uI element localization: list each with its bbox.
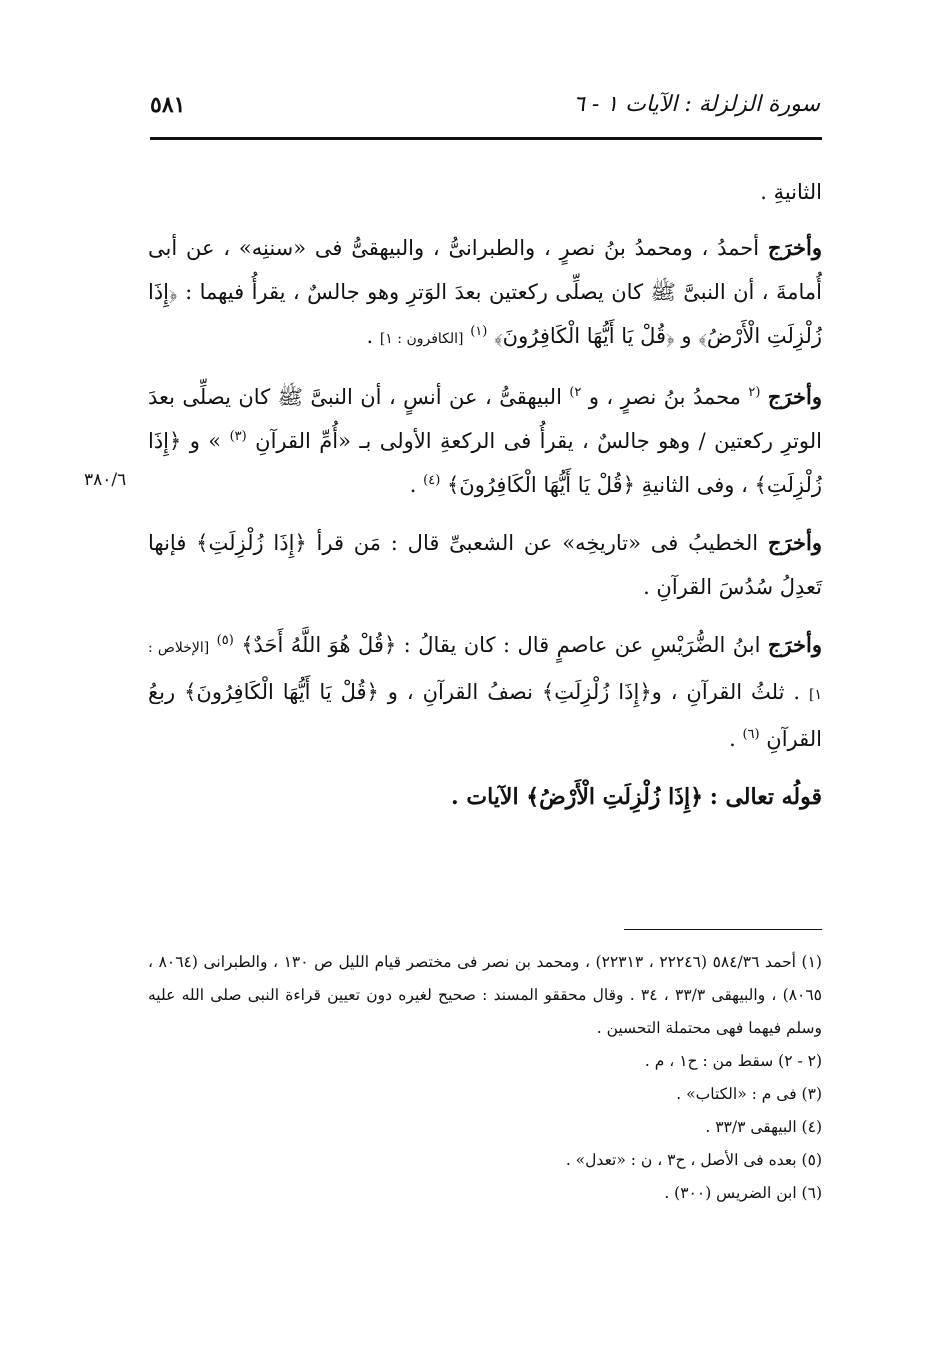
- section-heading: [148, 775, 822, 819]
- footnote-ref-6: (٦): [742, 727, 760, 742]
- paragraph-lead: وأخرَج: [767, 632, 823, 657]
- margin-page-reference: ٣٨٠/٦: [84, 470, 127, 490]
- paragraph-text: محمدُ بنُ نصرٍ ، و: [588, 385, 741, 409]
- footnote-4: (٤) البيهقى ٣٣/٣ .: [705, 1118, 822, 1136]
- footnote-2: (٢ - ٢) سقط من : ح١ ، م .: [644, 1052, 822, 1070]
- footnote-6: (٦) ابن الضريس (٣٠٠) .: [664, 1184, 822, 1202]
- header-rule: [150, 137, 822, 140]
- footnotes: [148, 946, 822, 1210]
- paragraph-text: . ثلثُ القرآنِ ، و﴿إِذَا زُلْزِلَتِ﴾ نصفُ القرآنِ ، و ﴿قُلْ يَا أَيُّهَا الْكَافِرُونَ﴾ ربعُ القرآنِ: [148, 680, 822, 751]
- page-number: ٥٨١: [150, 92, 186, 118]
- footnote-ref-1: (١): [470, 324, 488, 339]
- paragraph-text: .: [729, 727, 736, 751]
- footnote-ref-4: (٤): [423, 473, 441, 488]
- paragraph-2: [148, 375, 822, 507]
- paragraph-lead: وأخرَج: [767, 235, 822, 260]
- footnote-ref-5: (٥): [216, 633, 234, 648]
- paragraph-text: الخطيبُ فى «تاريخِه» عن الشعبىِّ قال : مَن قرأ ﴿إِذَا زُلْزِلَتِ﴾ فإنها تَعدِلُ سُدُسَ القرآنِ .: [148, 531, 822, 599]
- main-text: [148, 170, 822, 833]
- footnote-1: (١) أحمد ٥٨٤/٣٦ (٢٢٢٤٦ ، ٢٢٣١٣) ، ومحمد بن نصر فى مختصر قيام الليل ص ١٣٠ ، والطبرانى (٨٠٦٤ ، ٨٠٦٥) ، والبيهقى ٣٣/٣ ، ٣٤ . وقال محققو المسند : صحيح لغيره دون تعيين قراءة النبى صلى الله عليه وسلم فيهما فهى محتملة التحسين .: [148, 953, 823, 1037]
- heading-lead: قولُه تعالى :: [709, 784, 822, 810]
- paragraph-1: [148, 226, 822, 361]
- paragraph-text: أحمدُ ، ومحمدُ بنُ نصرٍ ، والطبرانىُّ ، والبيهقىُّ فى «سننِه» ، عن أبى أُمامةَ ، أن النبىَّ ﷺ كان يصلِّى ركعتين بعدَ الوَترِ وهو جالسٌ ، يقرأُ فيهما : ﴿إِذَا زُلْزِلَتِ الْأَرْضُ﴾ و ﴿قُلْ يَا أَيُّهَا الْكَافِرُونَ﴾: [148, 236, 822, 348]
- footnote-ref-2-open: (٢: [748, 385, 761, 400]
- paragraph-4: [148, 623, 822, 761]
- verse-citation: [الإخلاص : ١]: [148, 640, 822, 703]
- paragraph-text: .: [366, 324, 374, 348]
- paragraph-text: » و ﴿إِذَا زُلْزِلَتِ﴾ ، وفى الثانيةِ ﴿قُلْ يَا أَيُّهَا الْكَافِرُونَ﴾: [148, 429, 822, 497]
- paragraph-lead: وأخرَج: [767, 384, 822, 409]
- running-title: سورة الزلزلة : الآيات ١ - ٦: [573, 92, 820, 117]
- footnote-separator: [624, 929, 822, 930]
- footnote-5: (٥) بعده فى الأصل ، ح٣ ، ن : «تعدل» .: [565, 1151, 822, 1169]
- paragraph-text: البيهقىُّ ، عن أنسٍ ، أن النبىَّ ﷺ كان يصلِّى بعدَ الوترِ ركعتين / وهو جالسٌ ، يقرأُ فى الركعةِ الأولى بـ «أُمِّ القرآنِ: [148, 385, 822, 453]
- verse-citation: [الكافرون : ١]: [379, 331, 464, 347]
- heading-text: ﴿إِذَا زُلْزِلَتِ الْأَرْضُ﴾ الآيات .: [451, 784, 703, 810]
- paragraph-3: [148, 521, 822, 609]
- footnote-3: (٣) فى م : «الكتاب» .: [676, 1085, 822, 1103]
- paragraph-continuation: الثانيةِ .: [760, 180, 822, 204]
- paragraph-lead: وأخرَج: [767, 530, 822, 555]
- paragraph-text: .: [409, 473, 417, 497]
- page-header: [150, 88, 820, 128]
- footnote-ref-3: (٣): [229, 429, 247, 444]
- paragraph-text: ابنُ الضُّرَيْسِ عن عاصمٍ قال : كان يقالُ : ﴿قُلْ هُوَ اللَّهُ أَحَدٌ﴾: [241, 633, 761, 657]
- footnote-ref-2-close: ٢): [569, 385, 582, 400]
